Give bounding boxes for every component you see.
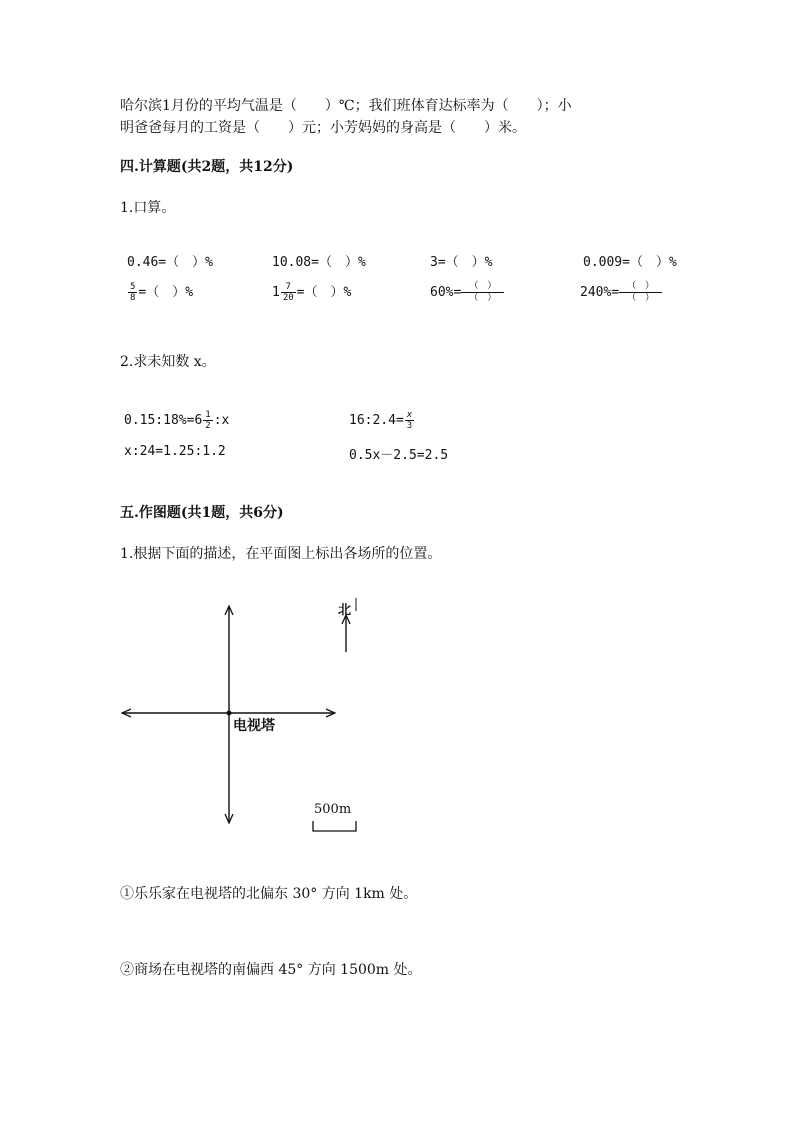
tv-tower-label: 电视塔: [233, 718, 275, 734]
oral-calc-item: 3=（ ）%: [430, 255, 493, 270]
oral-calc-item: 0.009=（ ）%: [583, 255, 677, 270]
fraction: $\frac{5}{8}$: [130, 282, 136, 303]
oral-calc-item: 0.46=（ ）%: [127, 255, 213, 270]
s5-q1-title: 1.根据下面的描述，在平面图上标出各场所的位置。: [120, 546, 442, 562]
section-4-title: 四.计算题(共2题，共12分): [120, 159, 294, 175]
scale-label: 500m: [314, 802, 352, 817]
q1-title: 1.口算。: [120, 200, 176, 216]
task-item-1: ①乐乐家在电视塔的北偏东 30° 方向 1km 处。: [120, 886, 418, 902]
q2-title: 2.求未知数 x。: [120, 354, 216, 370]
oral-calc-item: 240%= $\frac{( )}{( )}$: [580, 281, 662, 304]
scale-bar: [313, 821, 356, 831]
fraction: $\frac{1}{2}$: [205, 410, 211, 431]
blank-fraction: $\frac{( )}{( )}$: [619, 281, 662, 304]
oral-calc-item: 60%= $\frac{( )}{( )}$: [430, 281, 504, 304]
equation: x:24=1.25:1.2: [124, 444, 226, 459]
oral-calc-item: $\frac{5}{8}$ =（ ）%: [130, 282, 194, 303]
equation: 0.5x－2.5=2.5: [349, 448, 449, 463]
oral-calc-item: 10.08=（ ）%: [272, 255, 366, 270]
fraction: $\frac{7}{20}$: [282, 282, 294, 303]
task-item-2: ②商场在电视塔的南偏西 45° 方向 1500m 处。: [120, 962, 422, 978]
equation: 0.15:18%=6 $\frac{1}{2}$ :x: [124, 410, 230, 431]
intro-line-1: 哈尔滨1月份的平均气温是（ ）℃；我们班体育达标率为（ ）；小: [120, 98, 572, 114]
equation: 16:2.4= $\frac{x}{3}$: [349, 410, 413, 431]
blank-fraction: $\frac{( )}{( )}$: [461, 281, 504, 304]
fraction: $\frac{x}{3}$: [406, 410, 413, 431]
intro-line-2: 明爸爸每月的工资是（ ）元；小芳妈妈的身高是（ ）米。: [120, 120, 526, 136]
tv-tower-point: [227, 711, 232, 716]
oral-calc-item: 1 $\frac{7}{20}$ =（ ）%: [272, 282, 352, 303]
north-label: 北: [338, 603, 352, 618]
section-5-title: 五.作图题(共1题，共6分): [120, 505, 284, 521]
